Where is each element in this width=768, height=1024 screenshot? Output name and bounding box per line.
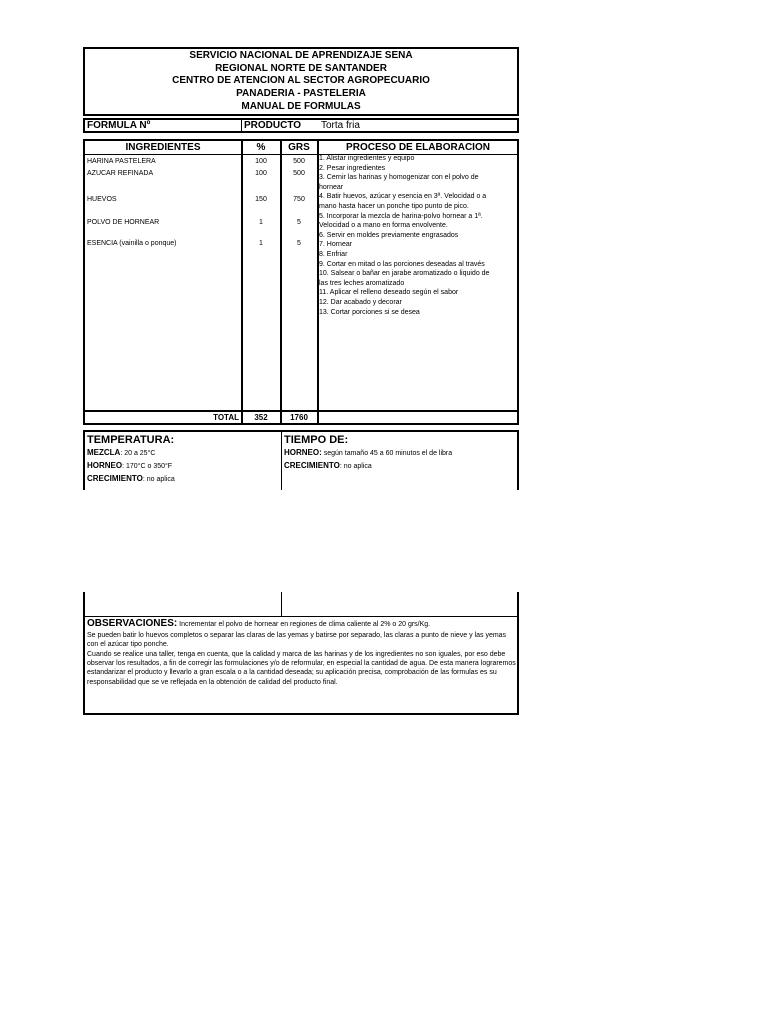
- temperature-horneo: [87, 460, 172, 473]
- process-step: 5. Incorporar la mezcla de harina-polvo hornear a 1ª.: [319, 212, 483, 220]
- ingredient-name: ESENCIA (vainilla o ponque): [87, 240, 177, 247]
- time-horneo-value: según tamaño 45 a 60 minutos el de libra: [321, 450, 453, 457]
- crecimiento-value: : no aplica: [142, 476, 175, 483]
- horneo-label: HORNEO: [87, 461, 123, 470]
- time-horneo: [284, 447, 452, 460]
- observations-inline: Incrementar el polvo de hornear en regiones de clima caliente al 2% o 20 grs/Kg.: [177, 621, 431, 628]
- ingredient-name: HARINA PASTELERA: [87, 158, 156, 165]
- header-box: [83, 47, 519, 116]
- header-line-1: SERVICIO NACIONAL DE APRENDIZAJE SENA: [189, 50, 413, 61]
- ingredient-percent: 1: [259, 219, 263, 226]
- observations-header: [87, 618, 517, 630]
- ingredients-table: [83, 139, 519, 425]
- ingredient-name: AZUCAR REFINADA: [87, 170, 154, 177]
- process-step: 3. Cernir las harinas y homogenizar con el polvo de: [319, 174, 479, 182]
- observations-paragraph: Se pueden batir lo huevos completos o separar las claras de las yemas y batirse por separado, las claras a punto de nieve y las yemas con el azúcar tipo ponche.: [87, 632, 507, 649]
- crecimiento-label: CRECIMIENTO: [87, 474, 143, 483]
- header-line-2: REGIONAL NORTE DE SANTANDER: [215, 63, 387, 74]
- process-step: 1. Alistar ingredientes y equipo: [319, 155, 415, 162]
- observations-paragraph: Cuando se realice una taller, tenga en cuenta, que la calidad y marca de las harinas y de los ingredientes no son iguales, por eso debe observar los resultados, a fin de corregir las formulaciones y/o de reformular, en especial la cantidad de agua. De esta manera lograremos estandarizar el producto y llevarlo a gran escala o a la cantidad deseada; su aplicación precisa, comprobación de las formulas es su responsabilidad que se ve reflejada en la obtención de calidad del producto final.: [87, 651, 516, 686]
- time-horneo-label: HORNEO:: [284, 448, 322, 457]
- ingredient-percent: 150: [255, 196, 267, 203]
- observations-title: OBSERVACIONES:: [87, 618, 178, 629]
- process-step: Velocidad o a mano en forma envolvente.: [319, 222, 448, 230]
- ingredient-name: POLVO DE HORNEAR: [87, 219, 160, 226]
- ingredient-percent: 100: [255, 170, 267, 177]
- total-grams: 1760: [290, 413, 308, 422]
- total-percent: 352: [254, 413, 268, 422]
- process-step: 4. Batir huevos, azúcar y esencia en 3ª. Velocidad o a: [319, 193, 487, 201]
- process-step: 2. Pesar ingredientes: [319, 164, 386, 172]
- ingredients-header: INGREDIENTES: [125, 142, 201, 153]
- grams-header: GRS: [288, 142, 310, 153]
- time-crecimiento-label: CRECIMIENTO: [284, 461, 340, 470]
- horneo-value: : 170°C o 350°F: [122, 463, 173, 470]
- process-step: 13. Cortar porciones si se desea: [319, 308, 420, 316]
- header-line-3: CENTRO DE ATENCION AL SECTOR AGROPECUARIO: [172, 75, 430, 86]
- formula-number-label: FORMULA Nº: [87, 120, 151, 131]
- process-step: 7. Hornear: [319, 241, 353, 249]
- ingredient-grams: 500: [293, 158, 305, 165]
- ingredient-percent: 100: [255, 158, 267, 165]
- header-line-4: PANADERIA - PASTELERIA: [236, 88, 366, 99]
- process-step: 10. Salsear o bañar en jarabe aromatizado o liquido de: [319, 270, 490, 278]
- time-title: TIEMPO DE:: [284, 434, 349, 446]
- mezcla-label: MEZCLA: [87, 448, 121, 457]
- process-step: las tres leches aromatizado: [319, 279, 405, 287]
- percent-header: %: [256, 142, 266, 153]
- temperature-title: TEMPERATURA:: [87, 434, 175, 446]
- process-step: 6. Servir en moldes previamente engrasados: [319, 231, 459, 239]
- ingredient-percent: 1: [259, 240, 263, 247]
- time-crecimiento: [284, 460, 372, 473]
- header-line-5: MANUAL DE FORMULAS: [241, 101, 361, 112]
- observations-section: [83, 592, 519, 715]
- process-header: PROCESO DE ELABORACION: [346, 142, 490, 153]
- product-label: PRODUCTO: [244, 120, 302, 131]
- process-step: hornear: [319, 183, 344, 191]
- process-step: mano hasta hacer un ponche tipo punto de pico.: [319, 203, 469, 210]
- ingredient-grams: 5: [297, 240, 301, 247]
- total-label: TOTAL: [213, 413, 239, 422]
- temperature-time-section: [83, 430, 519, 490]
- process-step: 9. Cortar en mitad o las porciones deseadas al través: [319, 260, 485, 268]
- formula-row: [83, 118, 519, 133]
- ingredient-grams: 500: [293, 170, 305, 177]
- mezcla-value: : 20 a 25°C: [120, 450, 156, 457]
- process-step: 12. Dar acabado y decorar: [319, 299, 402, 306]
- temperature-mezcla: [87, 447, 155, 460]
- ingredient-name: HUEVOS: [87, 196, 117, 203]
- ingredient-grams: 5: [297, 219, 301, 226]
- temperature-crecimiento: [87, 473, 175, 486]
- process-step: 11. Aplicar el relleno deseado según el sabor: [319, 289, 459, 297]
- time-crecimiento-value: : no aplica: [339, 463, 372, 470]
- product-value: Torta fria: [321, 120, 360, 131]
- process-step: 8. Enfriar: [319, 251, 348, 258]
- ingredient-grams: 750: [293, 196, 305, 203]
